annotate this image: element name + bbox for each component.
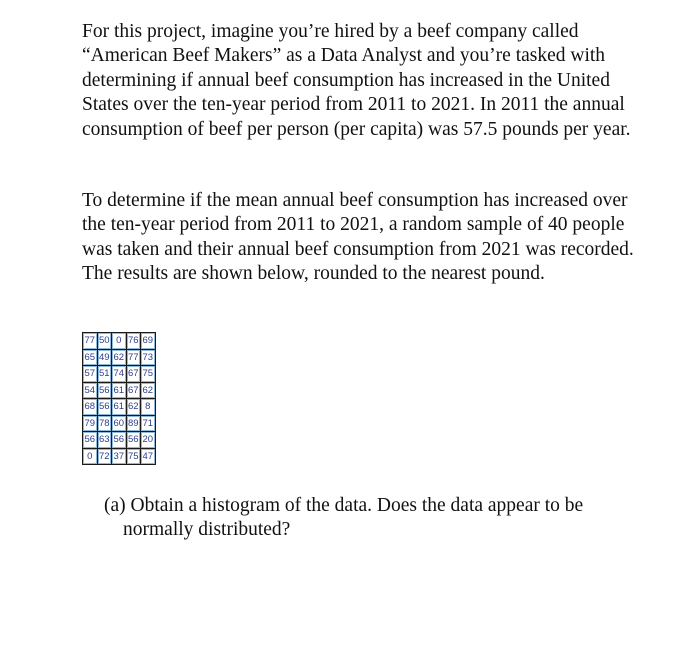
table-row (83, 432, 156, 449)
table-cell: 75 (126, 448, 141, 465)
table-cell: 68 (83, 399, 98, 416)
table-cell: 0 (112, 333, 127, 350)
table-row (83, 349, 156, 366)
question-a-line-1: (a) Obtain a histogram of the data. Does the data appear to be (104, 495, 584, 516)
table-row (83, 366, 156, 383)
table-cell: 47 (141, 448, 156, 465)
table-cell: 65 (83, 349, 98, 366)
data-table-body (83, 333, 156, 465)
table-cell: 56 (97, 399, 112, 416)
table-cell: 62 (112, 349, 127, 366)
table-row (83, 333, 156, 350)
table-cell: 54 (83, 382, 98, 399)
table-cell: 77 (126, 349, 141, 366)
table-row (83, 448, 156, 465)
question-a-line-2: normally distributed? (123, 519, 291, 541)
table-cell: 20 (141, 432, 156, 449)
table-cell: 71 (141, 415, 156, 432)
table-cell: 37 (112, 448, 127, 465)
table-cell: 76 (126, 333, 141, 350)
table-cell: 79 (83, 415, 98, 432)
table-cell: 63 (97, 432, 112, 449)
table-cell: 61 (112, 399, 127, 416)
table-cell: 72 (97, 448, 112, 465)
table-cell: 67 (126, 382, 141, 399)
table-cell: 89 (126, 415, 141, 432)
table-cell: 0 (83, 448, 98, 465)
table-row (83, 415, 156, 432)
table-cell: 61 (112, 382, 127, 399)
intro-paragraph: For this project, imagine you’re hired by a beef company called “American Beef Makers” as a Data Analyst and you’re tasked with determining if annual beef consumption has increased in the United States over the ten-year period from 2011 to 2021. In 2011 the annual consumption of beef per person (per capita) was 57.5 pounds per year. (82, 21, 631, 140)
table-cell: 60 (112, 415, 127, 432)
table-cell: 67 (126, 366, 141, 383)
table-row (83, 399, 156, 416)
table-cell: 49 (97, 349, 112, 366)
table-cell: 56 (112, 432, 127, 449)
table-cell: 56 (83, 432, 98, 449)
table-cell: 69 (141, 333, 156, 350)
table-cell: 56 (97, 382, 112, 399)
table-cell: 73 (141, 349, 156, 366)
question-a (104, 494, 644, 543)
table-cell: 56 (126, 432, 141, 449)
table-cell: 51 (97, 366, 112, 383)
table-cell: 57 (83, 366, 98, 383)
table-cell: 78 (97, 415, 112, 432)
table-cell: 62 (141, 382, 156, 399)
table-cell: 8 (141, 399, 156, 416)
table-cell: 77 (83, 333, 98, 350)
table-cell: 74 (112, 366, 127, 383)
sample-description-paragraph: To determine if the mean annual beef consumption has increased over the ten-year period from 2011 to 2021, a random sample of 40 people was taken and their annual beef consumption from 2021 was recorded. The results are shown below, rounded to the nearest pound. (82, 190, 634, 285)
table-row (83, 382, 156, 399)
table-cell: 75 (141, 366, 156, 383)
table-cell: 62 (126, 399, 141, 416)
beef-consumption-data-table (82, 332, 156, 465)
table-cell: 50 (97, 333, 112, 350)
